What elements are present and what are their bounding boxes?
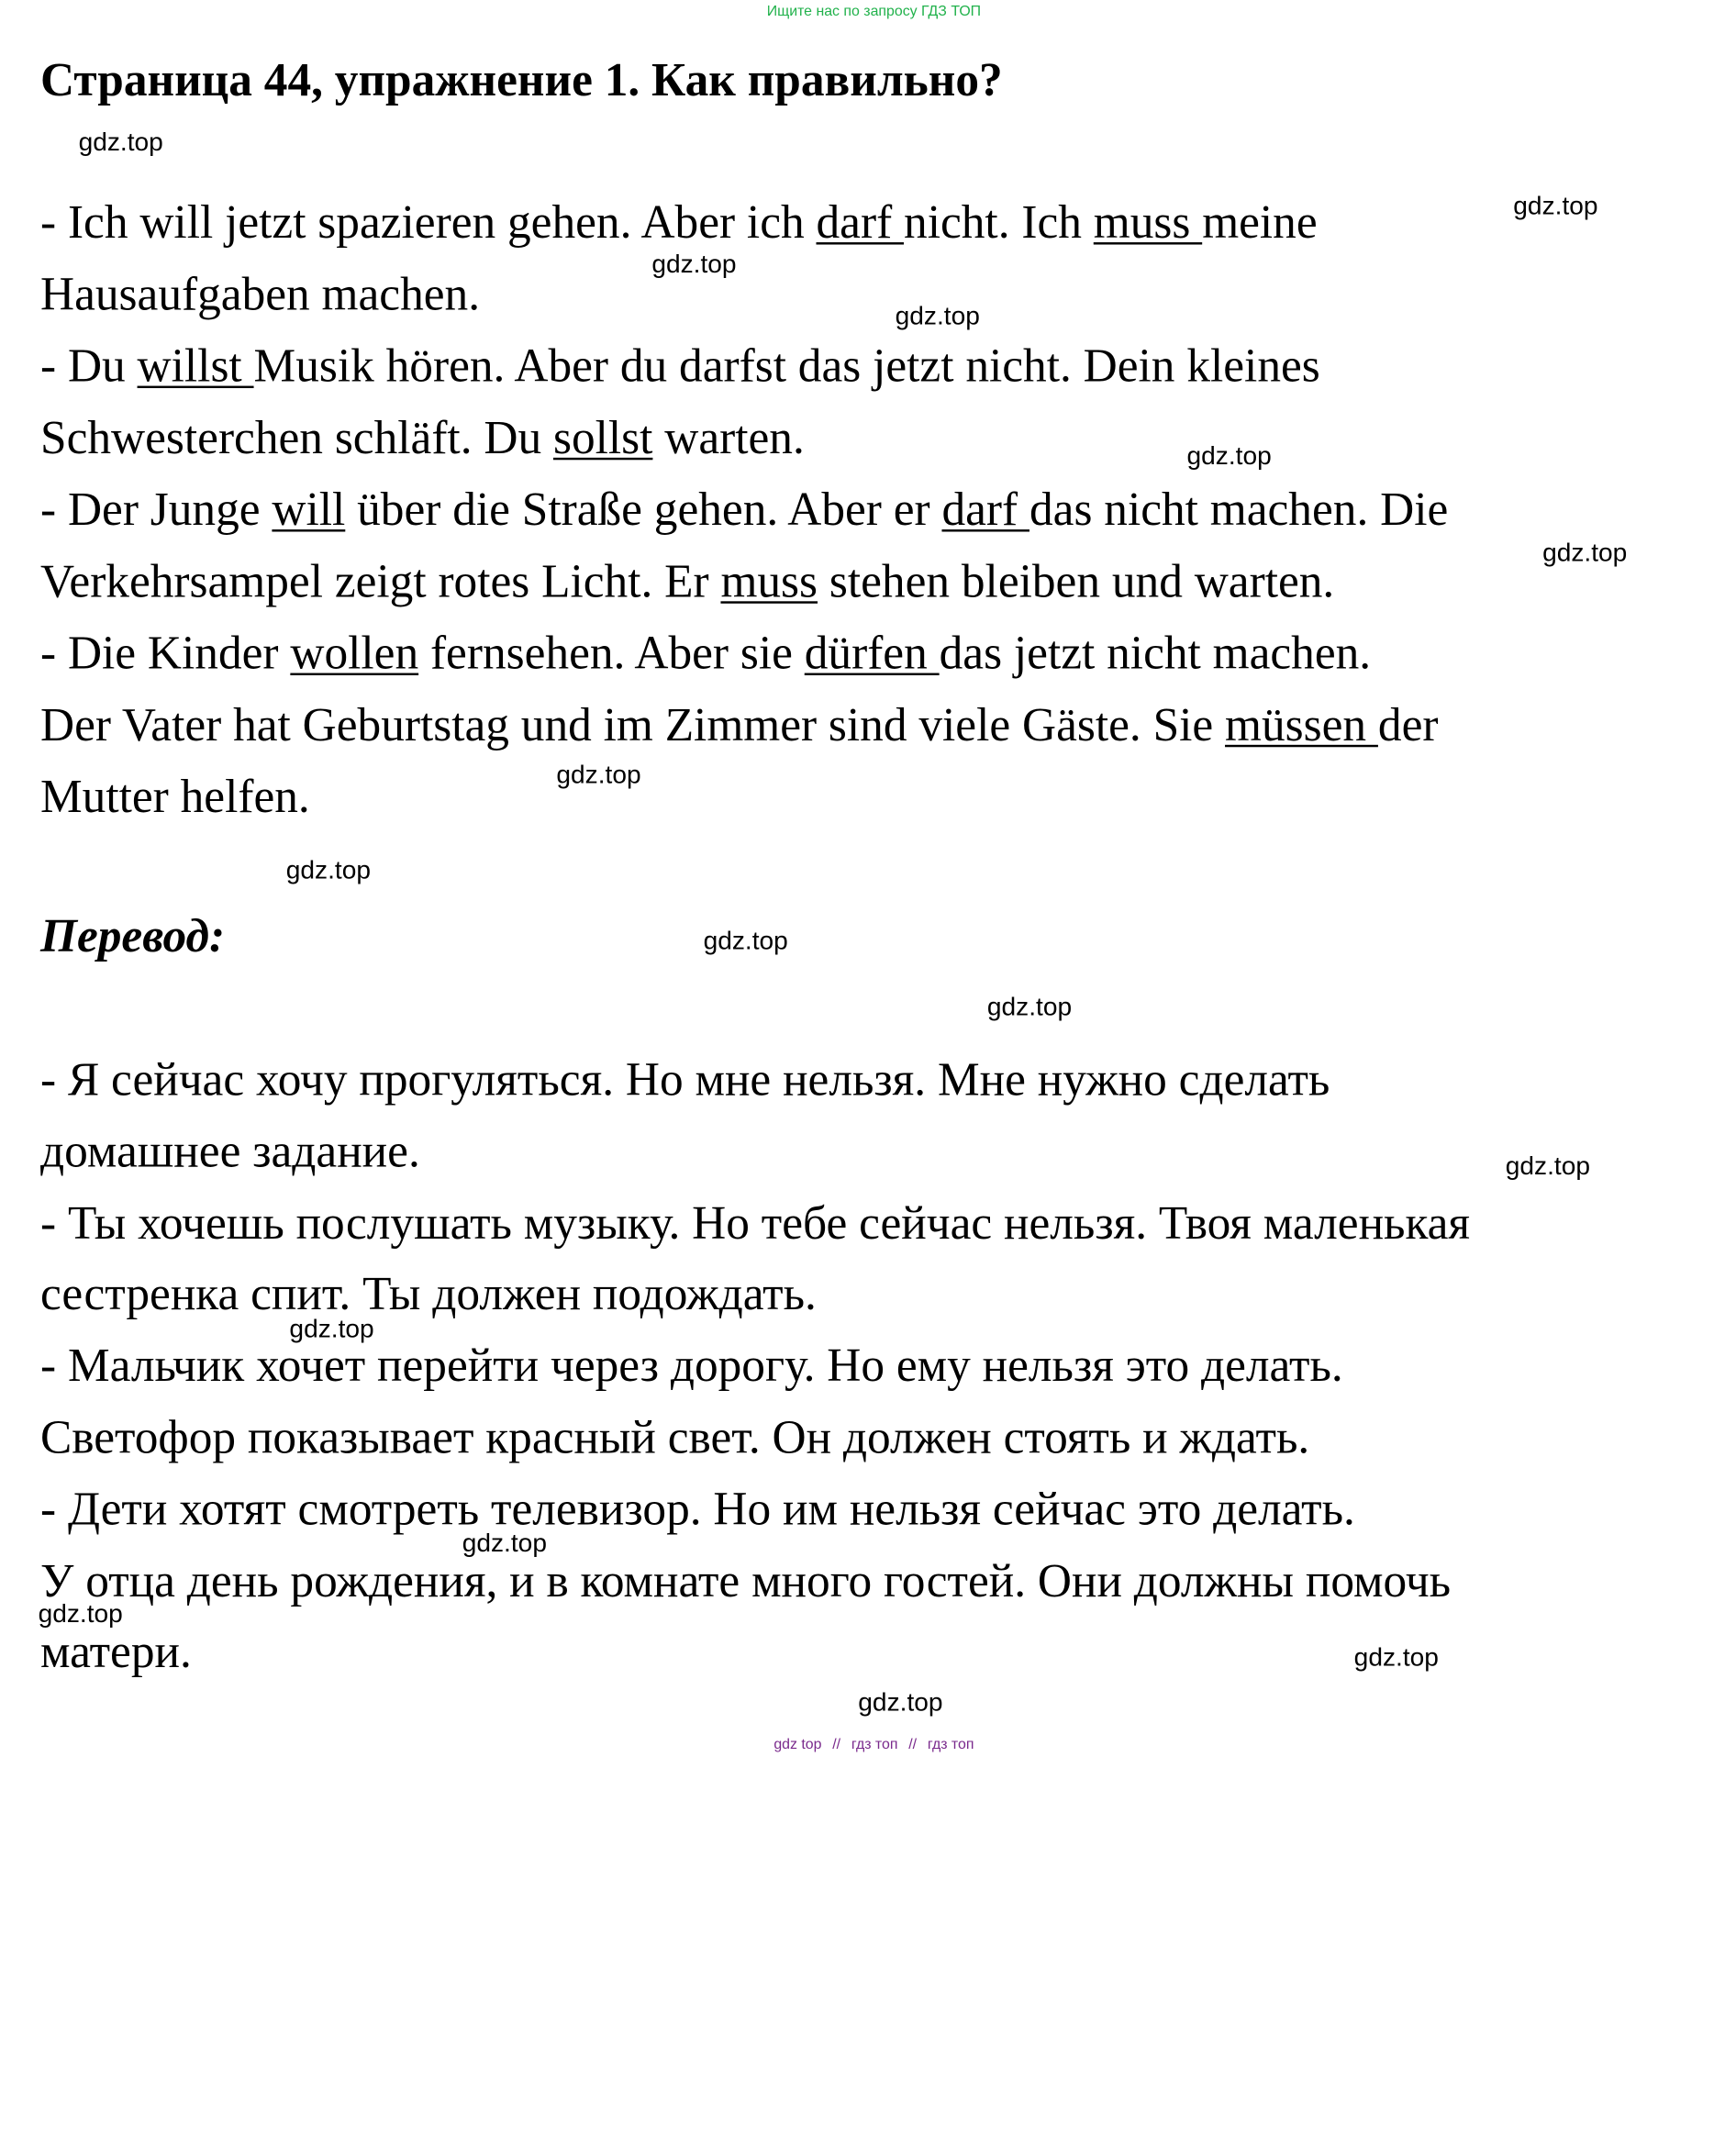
exercise-line <box>40 546 1723 617</box>
text-run: Hausaufgaben machen. <box>40 269 481 321</box>
page-title: Страница 44, упражнение 1. Как правильно? <box>40 54 1003 107</box>
translation-line: - Мальчик хочет перейти через дорогу. Но ему нельзя это делать. <box>40 1340 1343 1393</box>
translation-line: матери. <box>40 1627 192 1679</box>
footer-link[interactable]: gdz top <box>773 1735 822 1752</box>
text-run: - Du <box>40 340 138 393</box>
footer-link[interactable]: гдз топ <box>851 1735 898 1752</box>
watermark: gdz.top <box>703 925 788 955</box>
answer-word: darf <box>941 484 1029 537</box>
watermark: gdz.top <box>78 127 163 156</box>
watermark: gdz.top <box>986 991 1073 1021</box>
answer-word: darf <box>816 197 905 250</box>
translation-line: домашнее задание. <box>40 1126 420 1178</box>
answer-word: muss <box>1093 197 1203 250</box>
text-run: Mutter helfen. <box>40 772 310 824</box>
translation-heading: Перевод: <box>40 910 226 962</box>
text-run: warten. <box>652 412 805 465</box>
exercise-line <box>40 331 1723 403</box>
translation-line: У отца день рождения, и в комнате много гостей. Они должны помочь <box>40 1555 1452 1607</box>
watermark: gdz.top <box>1513 190 1598 220</box>
exercise-line <box>40 403 1723 474</box>
exercise-line <box>40 187 1723 259</box>
text-run: das nicht machen. Die <box>1029 484 1449 537</box>
answer-word: wollen <box>290 628 419 680</box>
answer-word: sollst <box>552 412 653 465</box>
answer-word: dürfen <box>804 628 940 680</box>
exercise-line <box>40 759 1723 833</box>
watermark: gdz.top <box>1542 537 1628 567</box>
footer-separator: // <box>908 1735 918 1752</box>
watermark: gdz.top <box>895 300 980 330</box>
exercise-line <box>40 618 1723 690</box>
text-run: über die Straße gehen. Aber er <box>345 484 942 537</box>
search-banner: Ищите нас по запросу ГДЗ ТОП <box>766 2 982 19</box>
translation-line: - Ты хочешь послушать музыку. Но тебе сейчас нельзя. Твоя маленькая <box>40 1197 1471 1250</box>
text-run: Verkehrsampel zeigt rotes Licht. Er <box>40 556 721 608</box>
watermark: gdz.top <box>651 249 737 279</box>
translation-line: сестренка спит. Ты должен подождать. <box>40 1269 817 1321</box>
text-run: stehen bleiben und warten. <box>818 556 1335 608</box>
text-run: - Ich will jetzt spazieren gehen. Aber ich <box>40 197 817 250</box>
text-run: meine <box>1202 197 1318 250</box>
watermark: gdz.top <box>1505 1151 1590 1181</box>
answer-word: willst <box>137 340 254 393</box>
watermark: gdz.top <box>1353 1641 1439 1672</box>
watermark: gdz.top <box>1186 440 1272 471</box>
watermark: gdz.top <box>556 759 641 789</box>
translation-line: - Дети хотят смотреть телевизор. Но им нельзя сейчас это делать. <box>40 1484 1355 1536</box>
text-run: der <box>1377 699 1439 752</box>
answer-word: müssen <box>1225 699 1378 752</box>
text-run: nicht. Ich <box>904 197 1094 250</box>
exercise-line <box>40 690 1723 762</box>
watermark: gdz.top <box>285 854 372 884</box>
watermark: gdz.top <box>858 1686 943 1717</box>
text-run: Musik hören. Aber du darfst das jetzt nicht. Dein kleines <box>253 340 1320 393</box>
exercise-line <box>40 259 1723 330</box>
text-run: das jetzt nicht machen. <box>939 628 1372 680</box>
translation-text <box>40 1045 1723 1689</box>
footer-link[interactable]: гдз топ <box>927 1735 974 1752</box>
answer-word: will <box>272 484 346 537</box>
text-run: Schwesterchen schläft. Du <box>40 412 553 465</box>
text-run: Der Vater hat Geburtstag und im Zimmer sind viele Gäste. Sie <box>40 699 1226 752</box>
footer-separator: // <box>832 1735 841 1752</box>
exercise-line <box>40 474 1723 546</box>
text-run: - Die Kinder <box>40 628 291 680</box>
translation-line: - Я сейчас хочу прогуляться. Но мне нельзя. Мне нужно сделать <box>40 1054 1330 1106</box>
exercise-text <box>40 187 1723 833</box>
watermark: gdz.top <box>38 1598 123 1628</box>
watermark: gdz.top <box>462 1528 547 1557</box>
translation-line: Светофор показывает красный свет. Он должен стоять и ждать. <box>40 1412 1310 1464</box>
watermark: gdz.top <box>289 1313 374 1343</box>
footer-links <box>0 1735 1736 1751</box>
text-run: - Der Junge <box>40 484 273 537</box>
answer-word: muss <box>720 556 818 608</box>
text-run: fernsehen. Aber sie <box>418 628 805 680</box>
